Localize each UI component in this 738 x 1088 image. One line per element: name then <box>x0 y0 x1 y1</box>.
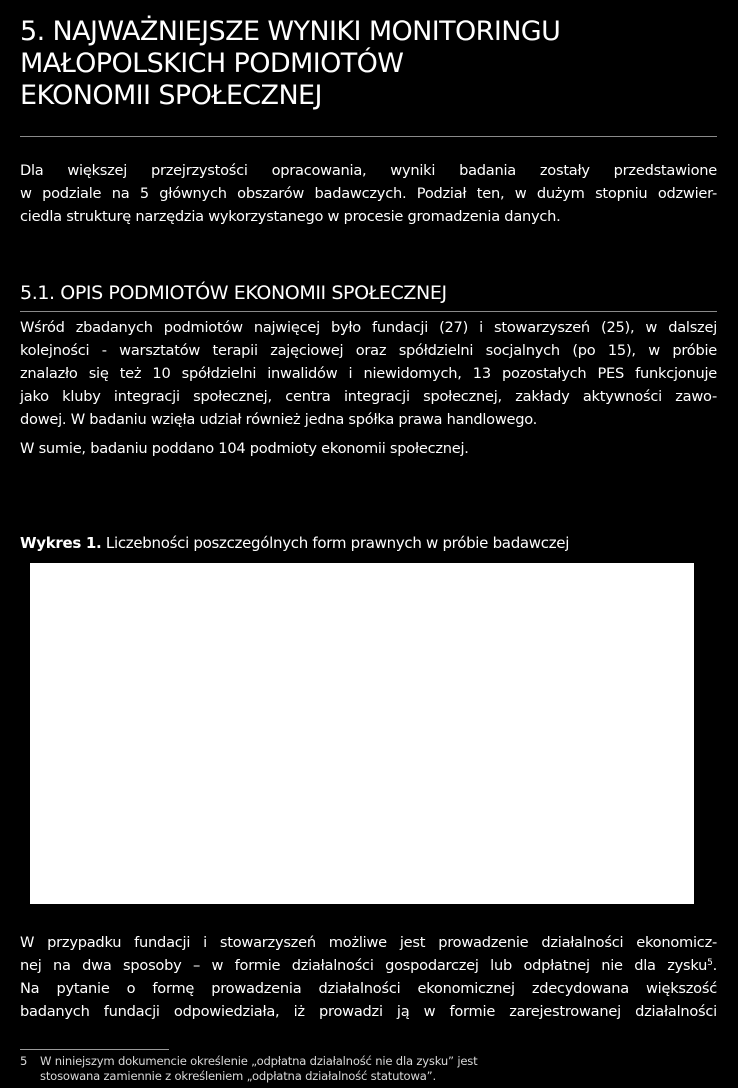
footnote-divider <box>20 1049 169 1050</box>
chapter-title <box>20 16 717 112</box>
footnote-text <box>40 1054 478 1084</box>
intro-paragraph <box>20 159 717 228</box>
chapter-title-line-1: 5. NAJWAŻNIEJSZE WYNIKI MONITORINGU <box>20 16 561 47</box>
description-line-1: Wśród zbadanych podmiotów najwięcej było fundacji (27) i stowarzyszeń (25), w dalszej <box>20 319 717 336</box>
description-paragraph <box>20 316 717 431</box>
chapter-title-line-2: MAŁOPOLSKICH PODMIOTÓW <box>20 48 404 79</box>
footnote-line-1: W niniejszym dokumencie określenie „odpłatna działalność nie dla zysku” jest <box>40 1054 478 1068</box>
footnote-reference[interactable]: 5 <box>707 958 713 968</box>
foundations-paragraph <box>20 931 717 1023</box>
section-divider <box>20 311 717 312</box>
foundations-line-3: Na pytanie o formę prowadzenia działalności ekonomicznej zdecydowana większość <box>20 980 717 997</box>
summary-paragraph <box>20 437 717 460</box>
document-page <box>20 0 717 1088</box>
foundations-line-2-end: . <box>712 957 717 974</box>
intro-line-2: w podziale na 5 głównych obszarów badawczych. Podział ten, w dużym stopniu odzwier- <box>20 185 717 202</box>
title-divider <box>20 136 717 137</box>
description-line-5: dowej. W badaniu wzięła udział również jedna spółka prawa handlowego. <box>20 411 538 428</box>
intro-line-3: ciedla strukturę narzędzia wykorzystanego w procesie gromadzenia danych. <box>20 208 561 225</box>
section-title: 5.1. OPIS PODMIOTÓW EKONOMII SPOŁECZNEJ <box>20 282 447 304</box>
intro-line-1: Dla większej przejrzystości opracowania, wyniki badania zostały przedstawione <box>20 162 717 179</box>
foundations-line-1: W przypadku fundacji i stowarzyszeń możliwe jest prowadzenie działalności ekonomicz- <box>20 934 717 951</box>
chapter-title-line-3: EKONOMII SPOŁECZNEJ <box>20 80 322 111</box>
foundations-line-2-text: nej na dwa sposoby – w formie działalności gospodarczej lub odpłatnej nie dla zysku <box>20 957 708 974</box>
chart-label: Wykres 1. <box>20 534 102 552</box>
description-line-2: kolejności - warsztatów terapii zajęciowej oraz spółdzielni socjalnych (po 15), w próbie <box>20 342 717 359</box>
foundations-line-2 <box>20 954 717 977</box>
footnote-line-2: stosowana zamiennie z określeniem „odpłatna działalność statutowa”. <box>40 1069 436 1083</box>
footnote-number: 5 <box>20 1054 28 1068</box>
chart-caption-text: Liczebności poszczególnych form prawnych w próbie badawczej <box>101 534 570 552</box>
chart-caption <box>20 531 569 555</box>
description-line-4: jako kluby integracji społecznej, centra integracji społecznej, zakłady aktywności zawo- <box>20 388 717 405</box>
chart-placeholder <box>30 563 694 904</box>
description-line-3: znalazło się też 10 spółdzielni inwalidów i niewidomych, 13 pozostałych PES funkcjonuje <box>20 365 717 382</box>
foundations-line-4: badanych fundacji odpowiedziała, iż prowadzi ją w formie zarejestrowanej działalności <box>20 1003 717 1020</box>
summary-line: W sumie, badaniu poddano 104 podmioty ekonomii społecznej. <box>20 440 469 457</box>
